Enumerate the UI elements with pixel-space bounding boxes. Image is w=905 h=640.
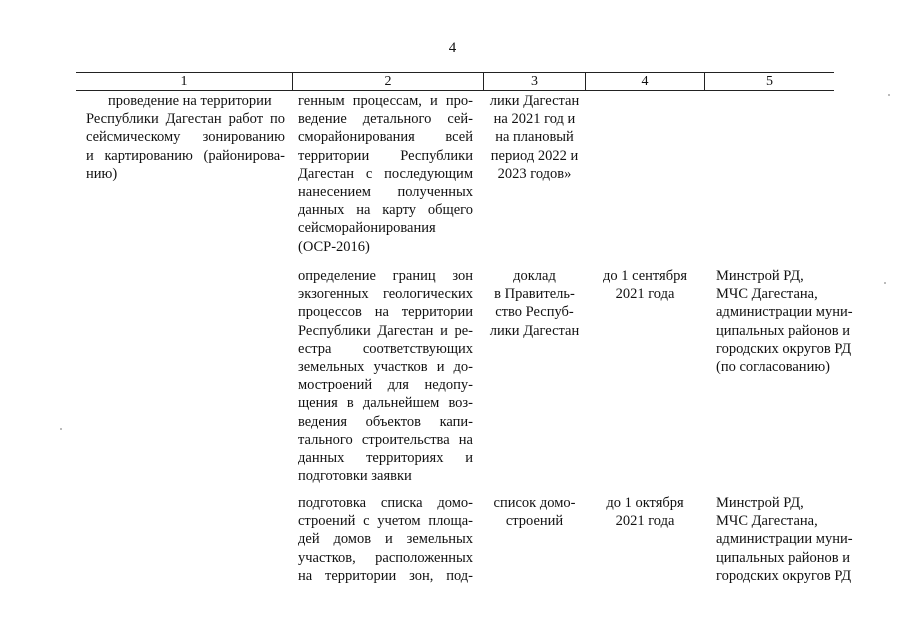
column-header-2: 2 [384, 74, 392, 89]
text-line: мостроений для недопу- [298, 377, 473, 394]
text-line: до 1 октября [606, 495, 684, 511]
page-number: 4 [448, 40, 457, 56]
text-line: нанесением полученных [298, 184, 473, 201]
text-line: земельных участков и до- [298, 359, 473, 376]
text-line: лики Дагестан [489, 322, 580, 339]
text-line: администрации муни- [716, 304, 853, 321]
text-line: на 2021 год и [493, 111, 576, 128]
text-line: МЧС Дагестана, [716, 513, 818, 530]
text-line: сморайонирования всей [298, 129, 473, 146]
row-1-result-form [484, 92, 585, 183]
row-2-result-form [484, 267, 585, 340]
text-line: Республики Дагестан и ре- [298, 322, 473, 339]
text-line: экзогенных геологических [298, 286, 473, 303]
text-line: сейсморайонирования [298, 220, 436, 237]
scan-speck [888, 94, 890, 96]
row-2-responsible [716, 267, 866, 376]
text-line: 2021 года [615, 513, 675, 530]
text-line: проведение на территории [108, 93, 272, 109]
text-line: щения в дальнейшем воз- [298, 395, 473, 412]
text-line: подготовки заявки [298, 468, 412, 485]
text-line: ведение детального сей- [298, 111, 473, 128]
text-line: список домо- [493, 495, 576, 511]
text-line: участков, расположенных [298, 549, 473, 566]
text-line: 2023 годов» [497, 165, 572, 182]
text-line: на плановый [495, 129, 574, 146]
text-line: нию) [86, 165, 118, 182]
row-3-deadline [586, 494, 704, 530]
text-line: данных на карту общего [298, 202, 473, 219]
text-line: дей домов и земельных [298, 531, 473, 548]
text-line: период 2022 и [490, 147, 579, 164]
row-3-result-form [484, 494, 585, 530]
text-line: (по согласованию) [716, 359, 830, 376]
text-line: ципальных районов и [716, 322, 851, 339]
text-line: генным процессам, и про- [298, 93, 473, 109]
text-line: 2021 года [615, 286, 675, 303]
text-line: тального строительства на [298, 431, 473, 448]
text-line: естра соответствующих [298, 340, 473, 357]
column-header-4: 4 [641, 74, 649, 89]
text-line: городских округов РД [716, 340, 852, 357]
row-1-task-description [298, 92, 473, 256]
text-line: администрации муни- [716, 531, 853, 548]
row-2-task-description [298, 267, 473, 485]
column-header-5: 5 [766, 74, 773, 89]
text-line: Минстрой РД, [716, 495, 804, 511]
text-line: и картированию (районирова- [86, 147, 285, 164]
row-2-deadline [586, 267, 704, 303]
text-line: городских округов РД [716, 567, 852, 584]
text-line: на территории зон, под- [298, 567, 473, 584]
text-line: территории Республики [298, 147, 473, 164]
text-line: Минстрой РД, [716, 268, 804, 284]
text-line: подготовка списка домо- [298, 495, 473, 511]
text-line: в Правитель- [494, 286, 575, 303]
text-line: МЧС Дагестана, [716, 286, 818, 303]
column-header-1: 1 [180, 74, 188, 89]
text-line: строений с учетом площа- [298, 513, 473, 530]
text-line: ство Респуб- [495, 304, 574, 321]
text-line: до 1 сентября [602, 268, 688, 284]
column-header-3: 3 [531, 74, 538, 89]
text-line: ципальных районов и [716, 549, 851, 566]
text-line: сейсмическому зонированию [86, 129, 285, 146]
text-line: (ОСР-2016) [298, 238, 370, 255]
text-line: ведения объектов капи- [298, 413, 473, 430]
text-line: процессов на территории [298, 304, 473, 321]
text-line: Республики Дагестан работ по [86, 111, 285, 128]
text-line: лики Дагестан [489, 93, 580, 109]
row-3-task-description [298, 494, 473, 585]
row-1-work-description [86, 92, 285, 183]
text-line: строений [505, 513, 564, 530]
scan-speck [884, 282, 886, 284]
text-line: доклад [513, 268, 556, 284]
row-3-responsible [716, 494, 866, 585]
scan-speck [60, 428, 62, 430]
text-line: Дагестан с последующим [298, 165, 473, 182]
text-line: определение границ зон [298, 268, 473, 284]
text-line: данных территориях и [298, 450, 473, 467]
